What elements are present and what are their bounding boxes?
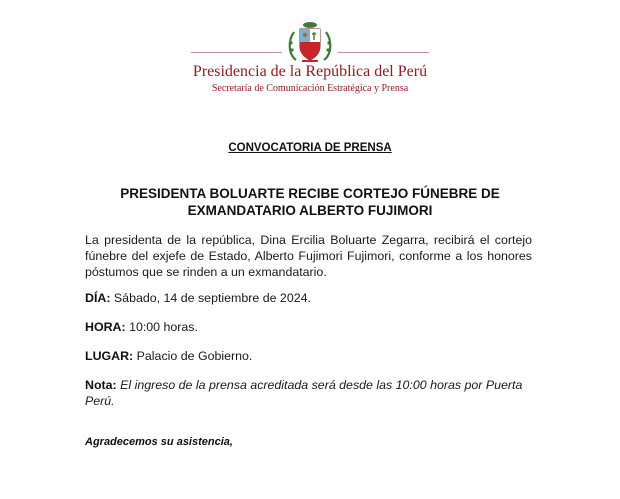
peru-coat-of-arms-icon <box>284 20 336 64</box>
document-type: CONVOCATORIA DE PRENSA <box>228 142 392 154</box>
nota-value: El ingreso de la prensa acreditada será desde las 10:00 horas por Puerta Perú. <box>85 378 523 408</box>
lugar-label: LUGAR: <box>85 349 134 363</box>
headline-line-1: PRESIDENTA BOLUARTE RECIBE CORTEJO FÚNEBRE DE <box>120 186 500 201</box>
headline-line-2: EXMANDATARIO ALBERTO FUJIMORI <box>187 203 433 218</box>
field-nota <box>85 377 535 409</box>
lugar-value: Palacio de Gobierno. <box>136 349 253 363</box>
field-dia <box>85 290 545 306</box>
body-paragraph: La presidenta de la república, Dina Ercilia Boluarte Zegarra, recibirá el cortejo fúnebre del exjefe de Estado, Alberto Fujimori Fujimori, conforme a los honores póstumos que se rinden a un exmandatario. <box>85 233 532 279</box>
letterhead-rule-right <box>338 52 429 53</box>
dia-label: DÍA: <box>85 291 111 305</box>
nota-label: Nota: <box>85 378 117 392</box>
dia-value: Sábado, 14 de septiembre de 2024. <box>113 291 311 305</box>
letterhead-rule-left <box>191 52 282 53</box>
office-name: Secretaría de Comunicación Estratégica y Prensa <box>211 83 409 94</box>
headline <box>80 185 540 219</box>
field-hora <box>85 319 545 335</box>
field-lugar <box>85 348 545 364</box>
hora-label: HORA: <box>85 320 126 334</box>
closing-line: Agradecemos su asistencia, <box>85 436 233 448</box>
hora-value: 10:00 horas. <box>129 320 198 334</box>
letterhead <box>0 0 620 100</box>
institution-name: Presidencia de la República del Perú <box>192 63 428 80</box>
